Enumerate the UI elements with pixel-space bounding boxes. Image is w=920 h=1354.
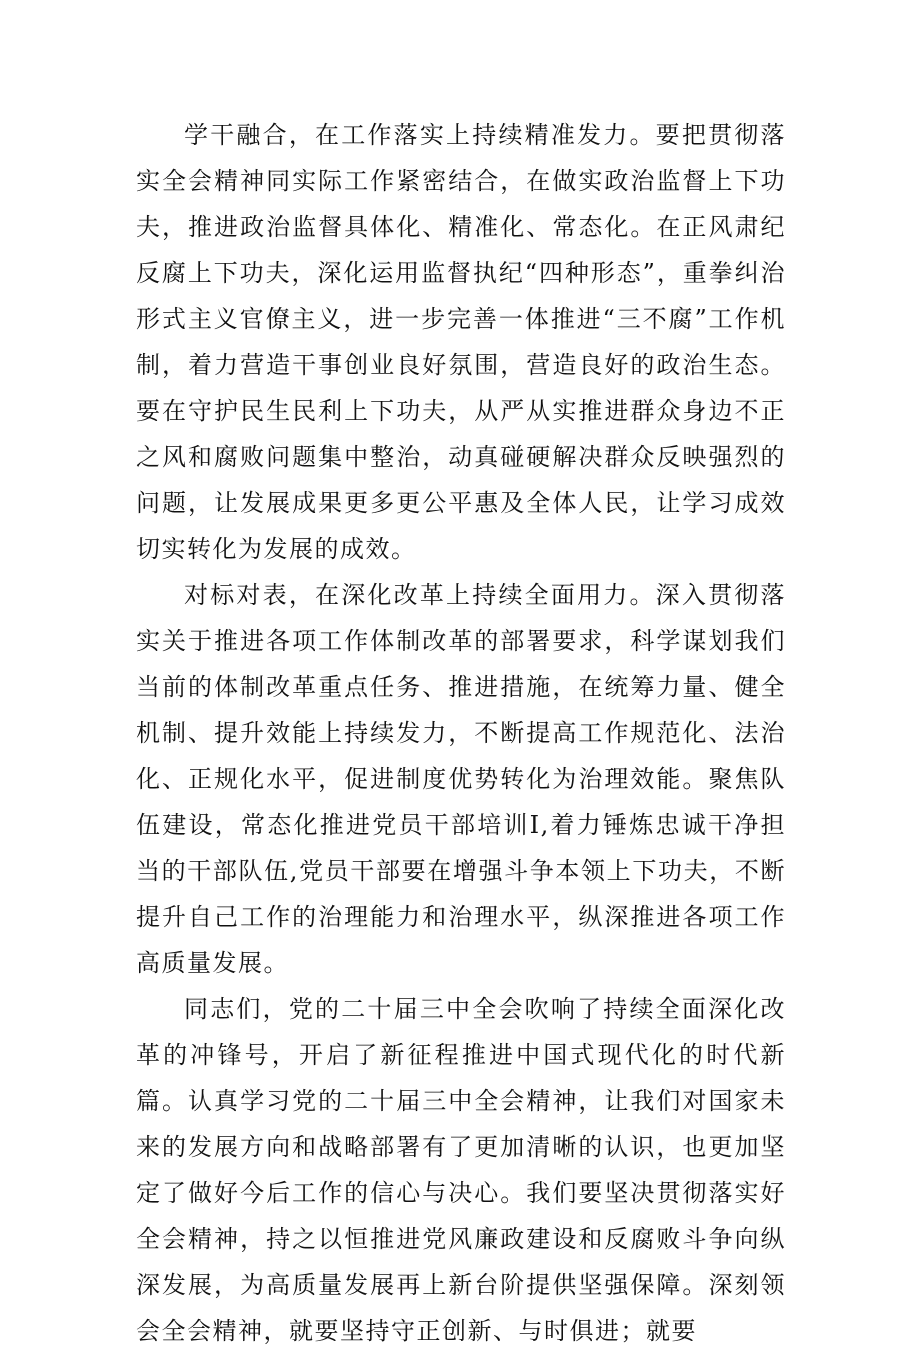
paragraph-1: 学干融合，在工作落实上持续精准发力。要把贯彻落实全会精神同实际工作紧密结合，在做实政治监督上下功夫，推进政治监督具体化、精准化、常态化。在正风肃纪反腐上下功夫，深化运用监督执纪“四种形态”，重拳纠治形式主义官僚主义，进一步完善一体推进“三不腐”工作机制，着力营造干事创业良好氛围，营造良好的政治生态。要在守护民生民利上下功夫，从严从实推进群众身边不正之风和腐败问题集中整治，动真碰硬解决群众反映强烈的问题，让发展成果更多更公平惠及全体人民，让学习成效切实转化为发展的成效。 <box>136 121 786 563</box>
paragraph-2: 对标对表，在深化改革上持续全面用力。深入贯彻落实关于推进各项工作体制改革的部署要求，科学谋划我们当前的体制改革重点任务、推进措施，在统筹力量、健全机制、提升效能上持续发力，不断提高工作规范化、法治化、正规化水平，促进制度优势转化为治理效能。聚焦队伍建设，常态化推进党员干部培训I,着力锤炼忠诚干净担当的干部队伍,党员干部要在增强斗争本领上下功夫，不断提升自己工作的治理能力和治理水平，纵深推进各项工作高质量发展。 <box>136 581 786 977</box>
document-page <box>136 112 786 1354</box>
paragraph-3: 同志们，党的二十届三中全会吹响了持续全面深化改革的冲锋号，开启了新征程推进中国式现代化的时代新篇。认真学习党的二十届三中全会精神，让我们对国家未来的发展方向和战略部署有了更加清晰的认识，也更加坚定了做好今后工作的信心与决心。我们要坚决贯彻落实好全会精神，持之以恒推进党风廉政建设和反腐败斗争向纵深发展，为高质量发展再上新台阶提供坚强保障。深刻领会全会精神，就要坚持守正创新、与时俱进；就要 <box>136 995 786 1345</box>
